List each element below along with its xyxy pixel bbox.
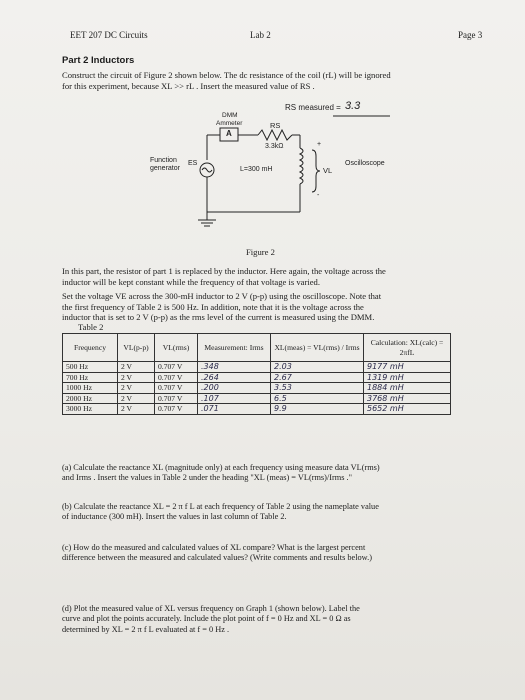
- cell-xl-calc: 9177 mH: [364, 362, 451, 373]
- cell-vl-pp: 2 V: [118, 404, 155, 415]
- header-xl-calc: Calculation: XL(calc) = 2πfL: [364, 334, 451, 362]
- cell-vl-rms: 0.707 V: [155, 362, 198, 373]
- source-symbol: [200, 163, 214, 177]
- source-symbol-label: ES: [188, 160, 198, 167]
- lab-header: Lab 2: [250, 30, 271, 40]
- table-row: [63, 393, 451, 404]
- table-row: [63, 404, 451, 415]
- plus-terminal: +: [317, 141, 322, 148]
- cell-xl-calc: 1319 mH: [364, 372, 451, 383]
- rs-measured-value: 3.3: [345, 100, 361, 112]
- question-d-line-1: (d) Plot the measured value of XL versus frequency on Graph 1 (shown below). Label the: [62, 604, 360, 613]
- cell-vl-pp: 2 V: [118, 393, 155, 404]
- question-d-line-2: curve and plot the points accurately. Include the plot point of f = 0 Hz and XL = 0 Ω as: [62, 614, 351, 624]
- cell-irms: .264: [198, 372, 271, 383]
- cell-xl-calc: 5652 mH: [364, 404, 451, 415]
- source-label-2: generator: [150, 165, 180, 172]
- header-vl-pp: VL(p-p): [118, 334, 155, 362]
- table-row: [63, 372, 451, 383]
- resistor-symbol: [258, 130, 292, 140]
- inductor-symbol: [300, 148, 303, 184]
- dmm-label: DMM: [222, 112, 238, 119]
- cell-irms: .348: [198, 362, 271, 373]
- cell-xl-calc: 3768 mH: [364, 393, 451, 404]
- paragraph-2: [62, 291, 472, 323]
- figure-caption: Figure 2: [246, 247, 275, 257]
- cell-vl-rms: 0.707 V: [155, 372, 198, 383]
- question-c-line-2: difference between the measured and calculated values? (Write comments and results below.): [62, 553, 372, 563]
- header-frequency: Frequency: [63, 334, 118, 362]
- cell-frequency: 3000 Hz: [63, 404, 118, 415]
- ammeter-symbol: A: [226, 129, 232, 138]
- cell-vl-pp: 2 V: [118, 372, 155, 383]
- cell-frequency: 500 Hz: [63, 362, 118, 373]
- cell-frequency: 1000 Hz: [63, 383, 118, 394]
- question-a-line-2: and Irms . Insert the values in Table 2 under the heading "XL (meas) = VL(rms)/Irms .": [62, 473, 352, 483]
- table-header-row: [63, 334, 451, 362]
- paragraph-1-line-1: In this part, the resistor of part 1 is replaced by the inductor. Here again, the voltage across the: [62, 266, 386, 276]
- question-b: [62, 502, 482, 523]
- cell-xl-calc: 1884 mH: [364, 383, 451, 394]
- header-irms: Measurement: Irms: [198, 334, 271, 362]
- section-title: Part 2 Inductors: [62, 55, 135, 66]
- cell-xl-meas: 9.9: [271, 404, 364, 415]
- ammeter-label: Ammeter: [216, 120, 243, 127]
- paragraph-2-line-2: the first frequency of Table 2 is 500 Hz. In addition, note that it is the voltage across the: [62, 301, 364, 312]
- table-row: [63, 362, 451, 373]
- cell-vl-pp: 2 V: [118, 362, 155, 373]
- intro-line-1: Construct the circuit of Figure 2 shown below. The dc resistance of the coil (rL) will be ignored: [62, 70, 391, 80]
- rs-measured-label: RS measured =: [285, 103, 341, 112]
- course-header: EET 207 DC Circuits: [70, 30, 148, 40]
- resistor-value: 3.3kΩ: [265, 143, 284, 150]
- intro-paragraph: [62, 70, 472, 91]
- resistor-label: RS: [270, 121, 281, 130]
- table-caption: Table 2: [78, 322, 104, 332]
- paragraph-1: [62, 266, 472, 287]
- cell-xl-meas: 2.03: [271, 362, 364, 373]
- data-table: [62, 333, 451, 415]
- cell-vl-pp: 2 V: [118, 383, 155, 394]
- cell-xl-meas: 3.53: [271, 383, 364, 394]
- source-label: Function: [150, 157, 177, 164]
- header-vl-rms: VL(rms): [155, 334, 198, 362]
- cell-vl-rms: 0.707 V: [155, 393, 198, 404]
- question-b-line-1: (b) Calculate the reactance XL = 2 π f L at each frequency of Table 2 using the nameplate value: [62, 502, 379, 511]
- cell-frequency: 700 Hz: [63, 372, 118, 383]
- question-a-line-1: (a) Calculate the reactance XL (magnitude only) at each frequency using measure data VL(rms): [62, 463, 380, 472]
- paragraph-1-line-2: inductor will be kept constant while the frequency of that voltage is varied.: [62, 276, 320, 287]
- header-xl-meas: XL(meas) = VL(rms) / Irms: [271, 334, 364, 362]
- page-number: Page 3: [458, 30, 483, 40]
- paragraph-2-line-1: Set the voltage VE across the 300-mH inductor to 2 V (p-p) using the oscilloscope. Note that: [62, 291, 382, 301]
- table-row: [63, 383, 451, 394]
- intro-line-2: for this experiment, because XL >> rL . Insert the measured value of RS .: [62, 80, 315, 91]
- cell-xl-meas: 6.5: [271, 393, 364, 404]
- question-d: [62, 604, 482, 635]
- vl-label: VL: [323, 166, 333, 175]
- paragraph-2-line-3: inductor that is set to 2 V (p-p) as the rms level of the current is measured using the DMM.: [62, 312, 375, 322]
- oscilloscope-label: Oscilloscope: [345, 160, 385, 167]
- cell-xl-meas: 2.67: [271, 372, 364, 383]
- question-b-line-2: of inductance (300 mH). Insert the values in last column of Table 2.: [62, 512, 287, 522]
- question-d-line-3: determined by XL = 2 π f L evaluated at f = 0 Hz .: [62, 624, 230, 634]
- cell-irms: .071: [198, 404, 271, 415]
- minus-terminal: -: [317, 192, 320, 199]
- inductor-label: L=300 mH: [240, 166, 273, 173]
- cell-irms: .107: [198, 393, 271, 404]
- question-a: [62, 463, 482, 484]
- cell-irms: .200: [198, 383, 271, 394]
- cell-frequency: 2000 Hz: [63, 393, 118, 404]
- question-c-line-1: (c) How do the measured and calculated values of XL compare? What is the largest percent: [62, 543, 366, 552]
- cell-vl-rms: 0.707 V: [155, 383, 198, 394]
- cell-vl-rms: 0.707 V: [155, 404, 198, 415]
- question-c: [62, 543, 482, 564]
